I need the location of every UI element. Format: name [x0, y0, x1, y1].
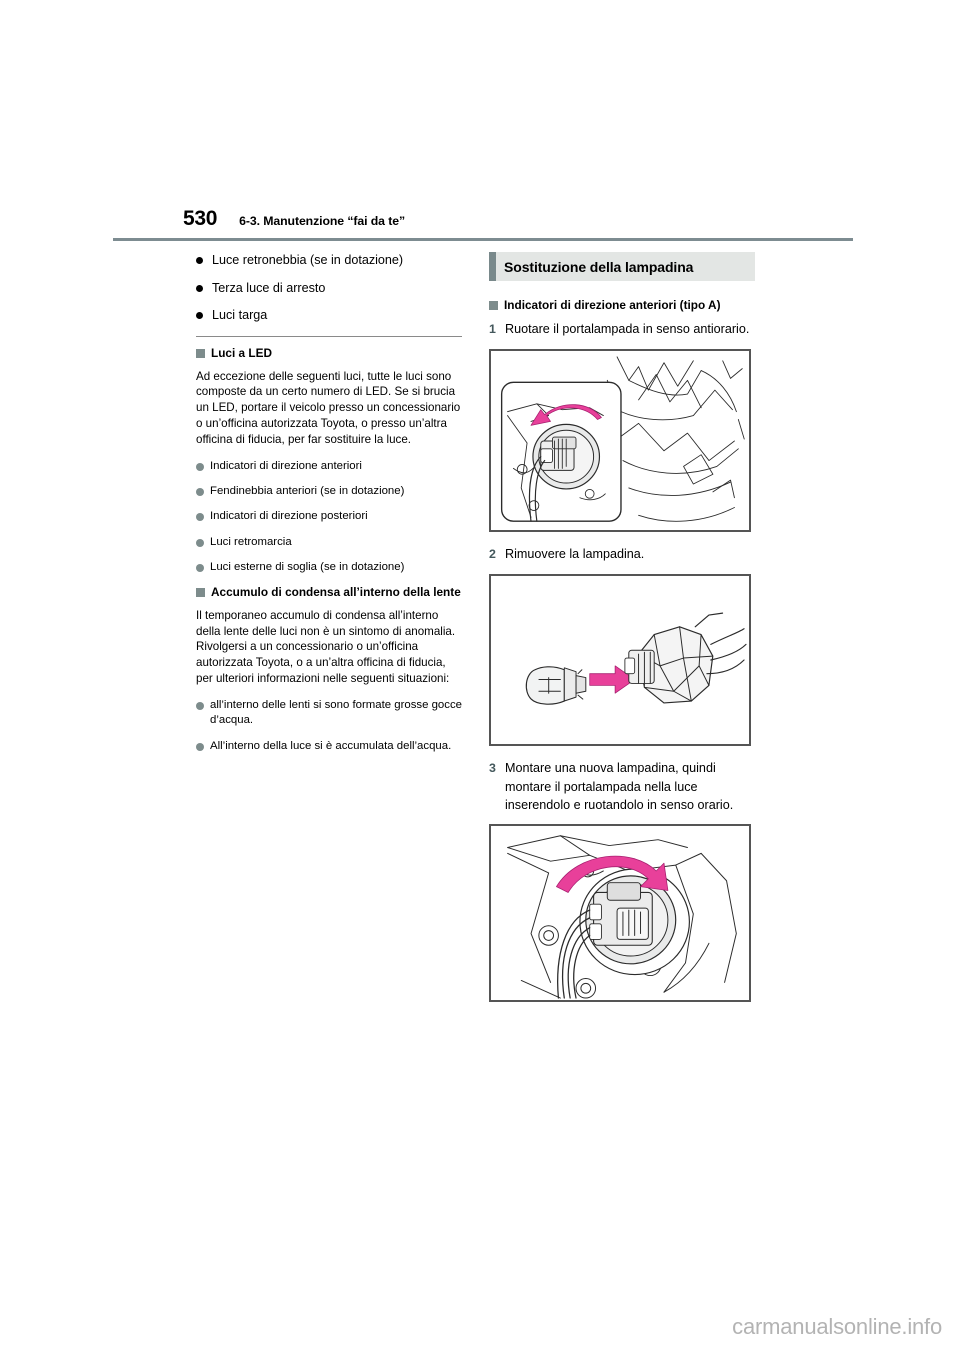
- subsection-heading: [489, 298, 751, 313]
- figure-socket-counterclockwise: [489, 349, 751, 532]
- sub-bullet-dot-icon: [196, 539, 204, 547]
- right-column: [489, 252, 751, 1015]
- sub-bullet-dot-icon: [196, 488, 204, 496]
- list-item-label: Fendinebbia anteriori (se in dotazione): [210, 485, 405, 498]
- list-item-label: all’interno delle lenti si sono formate grosse gocce d’acqua.: [210, 699, 462, 727]
- figure-bulb-removal: [489, 574, 751, 746]
- list-item-label: Luci retromarcia: [210, 535, 292, 548]
- bullet-dot-icon: [196, 312, 203, 319]
- step-3-number: 3: [489, 761, 496, 776]
- list-item-label: Indicatori di direzione posteriori: [210, 510, 368, 523]
- figure-socket-clockwise-drawing: [491, 826, 749, 1000]
- list-item: [196, 459, 462, 474]
- section-divider: [196, 336, 462, 337]
- bullet-dot-icon: [196, 285, 203, 292]
- list-item-label: Terza luce di arresto: [212, 280, 326, 295]
- list-item: [196, 560, 462, 575]
- led-light-list: [196, 459, 462, 575]
- list-item: [196, 307, 462, 324]
- sub-bullet-dot-icon: [196, 702, 204, 710]
- left-column: [196, 252, 462, 764]
- list-item: [196, 252, 462, 269]
- step-2-number: 2: [489, 547, 496, 562]
- list-item-label: Luce retronebbia (se in dotazione): [212, 253, 404, 267]
- step-3: [489, 759, 751, 814]
- sub-bullet-dot-icon: [196, 463, 204, 471]
- list-item-label: All’interno della luce si è accumulata dell’acqua.: [210, 739, 452, 752]
- figure-socket-counterclockwise-drawing: [491, 351, 749, 530]
- led-section-heading: [196, 346, 462, 361]
- step-3-text: Montare una nuova lampadina, quindi montare il portalampada nella luce inserendolo e ruotandolo in senso orario.: [505, 761, 734, 812]
- condensation-section-heading: [196, 585, 462, 600]
- square-marker-icon: [489, 301, 498, 310]
- header-divider: [113, 238, 853, 241]
- figure-bulb-removal-drawing: [491, 576, 749, 744]
- step-1-text: Ruotare il portalampada in senso antiorario.: [505, 322, 750, 337]
- header-row: [183, 207, 405, 231]
- step-1-number: 1: [489, 322, 496, 337]
- square-marker-icon: [196, 349, 205, 358]
- watermark: carmanualsonline.info: [732, 1314, 942, 1339]
- section-title-banner: [489, 252, 755, 281]
- condensation-situations-list: [196, 698, 462, 754]
- square-marker-icon: [196, 588, 205, 597]
- list-item: [196, 698, 462, 729]
- led-section-heading-label: Luci a LED: [211, 346, 272, 361]
- top-bullet-list: [196, 252, 462, 324]
- page-number: 530: [183, 207, 218, 230]
- list-item-label: Luci targa: [212, 308, 268, 323]
- step-2: [489, 545, 751, 564]
- bullet-dot-icon: [196, 257, 203, 264]
- list-item: [196, 739, 462, 754]
- condensation-section-paragraph: Il temporaneo accumulo di condensa all’interno della lente delle luci non è un sintomo di anomalia. Rivolgersi a un concessionario o un’officina autorizzata Toyota, o a un’altra officina di fiducia, per ulteriori informazioni nelle seguenti situazioni:: [196, 608, 456, 686]
- led-section-paragraph: Ad eccezione delle seguenti luci, tutte le luci sono composte da un certo numero di LED. Se si brucia un LED, portare il veicolo presso un concessionario o un’officina autorizzata Toyota, o presso un’altra officina di fiducia, per far sostituire la luce.: [196, 369, 461, 447]
- condensation-section-heading-label: Accumulo di condensa all’interno della lente: [211, 585, 461, 600]
- list-item: [196, 509, 462, 524]
- subsection-heading-label: Indicatori di direzione anteriori (tipo A): [504, 298, 721, 312]
- figure-socket-clockwise: [489, 824, 751, 1002]
- sub-bullet-dot-icon: [196, 564, 204, 572]
- list-item-label: Luci esterne di soglia (se in dotazione): [210, 561, 405, 574]
- section-title-accent-bar: [489, 252, 496, 281]
- sub-bullet-dot-icon: [196, 743, 204, 751]
- list-item: [196, 535, 462, 550]
- step-1: [489, 320, 751, 339]
- list-item-label: Indicatori di direzione anteriori: [210, 459, 362, 472]
- list-item: [196, 484, 462, 499]
- section-breadcrumb: 6-3. Manutenzione “fai da te”: [239, 214, 406, 228]
- section-title-label: Sostituzione della lampadina: [504, 258, 694, 275]
- step-2-text: Rimuovere la lampadina.: [505, 547, 645, 562]
- list-item: [196, 280, 462, 297]
- sub-bullet-dot-icon: [196, 513, 204, 521]
